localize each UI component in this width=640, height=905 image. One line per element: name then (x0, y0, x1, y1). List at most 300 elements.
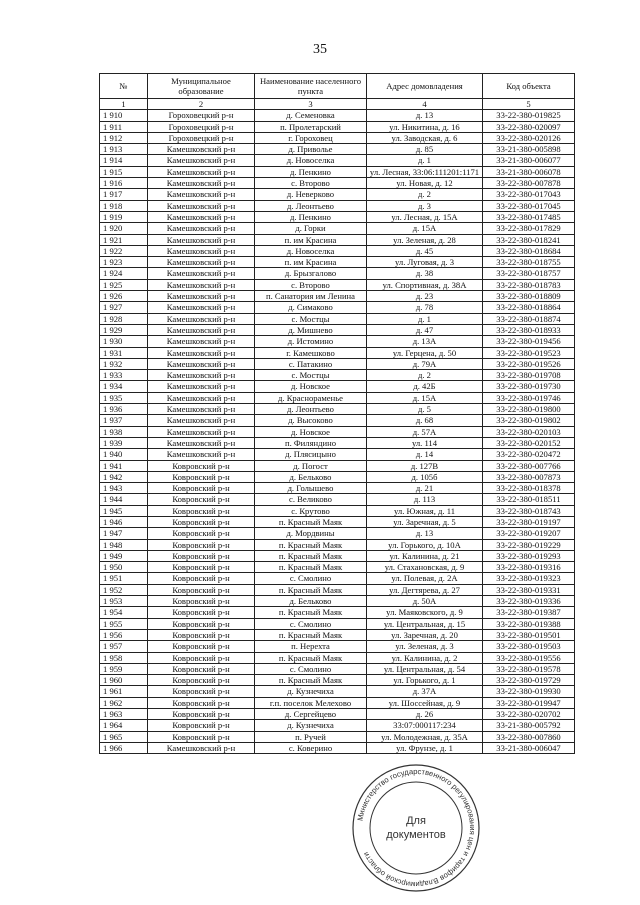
cell-municipality: Ковровский р-н (148, 528, 255, 539)
cell-settlement: д. Бельково (255, 596, 367, 607)
table-row (100, 618, 575, 629)
cell-settlement: д. Сергейцево (255, 709, 367, 720)
cell-address: ул. Лесная, д. 15А (367, 211, 483, 222)
cell-settlement: д. Леонтьево (255, 200, 367, 211)
cell-number: 1 942 (100, 471, 148, 482)
table-row (100, 347, 575, 358)
cell-number: 1 960 (100, 675, 148, 686)
cell-address: ул. 114 (367, 437, 483, 448)
cell-settlement: д. Брызгалово (255, 268, 367, 279)
cell-municipality: Камешковский р-н (148, 200, 255, 211)
cell-object-code: 33-22-380-019523 (483, 347, 575, 358)
cell-object-code: 33-21-380-005792 (483, 720, 575, 731)
table-row (100, 178, 575, 189)
cell-number: 1 931 (100, 347, 148, 358)
cell-number: 1 924 (100, 268, 148, 279)
cell-municipality: Ковровский р-н (148, 652, 255, 663)
table-row (100, 686, 575, 697)
cell-object-code: 33-22-380-018783 (483, 279, 575, 290)
cell-number: 1 920 (100, 223, 148, 234)
cell-municipality: Камешковский р-н (148, 415, 255, 426)
cell-settlement: п. Красный Маяк (255, 607, 367, 618)
cell-number: 1 961 (100, 686, 148, 697)
cell-settlement: с. Коверино (255, 742, 367, 753)
cell-municipality: Камешковский р-н (148, 302, 255, 313)
cell-number: 1 955 (100, 618, 148, 629)
cell-number: 1 946 (100, 516, 148, 527)
cell-municipality: Ковровский р-н (148, 483, 255, 494)
cell-municipality: Камешковский р-н (148, 166, 255, 177)
cell-address: ул. Маяковского, д. 9 (367, 607, 483, 618)
cell-address: д. 13 (367, 110, 483, 121)
cell-settlement: с. Мостцы (255, 313, 367, 324)
cell-object-code: 33-22-380-018874 (483, 313, 575, 324)
cell-object-code: 33-22-380-019207 (483, 528, 575, 539)
cell-object-code: 33-22-380-019526 (483, 358, 575, 369)
stamp-center-line-2: документов (386, 829, 446, 841)
table-row (100, 562, 575, 573)
cell-settlement: п. Санатория им Ленина (255, 291, 367, 302)
table-body (100, 110, 575, 754)
cell-settlement: д. Новоселка (255, 155, 367, 166)
table-row (100, 279, 575, 290)
table-row (100, 358, 575, 369)
header-row (100, 74, 575, 99)
cell-object-code: 33-22-380-020103 (483, 426, 575, 437)
cell-municipality: Ковровский р-н (148, 550, 255, 561)
cell-object-code: 33-22-380-007878 (483, 178, 575, 189)
cell-municipality: Ковровский р-н (148, 584, 255, 595)
cell-object-code: 33-22-380-018757 (483, 268, 575, 279)
cell-municipality: Ковровский р-н (148, 494, 255, 505)
cell-municipality: Ковровский р-н (148, 505, 255, 516)
cell-object-code: 33-22-380-019316 (483, 562, 575, 573)
table-row (100, 471, 575, 482)
table-row (100, 189, 575, 200)
header-address: Адрес домовладения (367, 74, 483, 99)
cell-settlement: с. Второво (255, 279, 367, 290)
cell-settlement: д. Пенкино (255, 166, 367, 177)
cell-number: 1 964 (100, 720, 148, 731)
cell-settlement: д. Леонтьево (255, 404, 367, 415)
table-row (100, 505, 575, 516)
cell-settlement: п. Красный Маяк (255, 675, 367, 686)
cell-number: 1 914 (100, 155, 148, 166)
cell-number: 1 913 (100, 144, 148, 155)
cell-object-code: 33-22-380-018933 (483, 324, 575, 335)
cell-number: 1 910 (100, 110, 148, 121)
cell-settlement: д. Кузнечиха (255, 720, 367, 731)
header-object-code: Код объекта (483, 74, 575, 99)
cell-object-code: 33-22-380-019578 (483, 663, 575, 674)
cell-settlement: п. Красный Маяк (255, 539, 367, 550)
cell-municipality: Камешковский р-н (148, 404, 255, 415)
cell-address: ул. Фрунзе, д. 1 (367, 742, 483, 753)
table-row (100, 437, 575, 448)
cell-settlement: д. Новское (255, 381, 367, 392)
cell-municipality: Гороховецкий р-н (148, 110, 255, 121)
cell-object-code: 33-22-380-019556 (483, 652, 575, 663)
cell-number: 1 936 (100, 404, 148, 415)
cell-address: д. 1 (367, 155, 483, 166)
table-row (100, 245, 575, 256)
cell-number: 1 944 (100, 494, 148, 505)
cell-municipality: Гороховецкий р-н (148, 121, 255, 132)
cell-settlement: д. Высоково (255, 415, 367, 426)
cell-object-code: 33-22-380-007873 (483, 471, 575, 482)
cell-settlement: п. Ручей (255, 731, 367, 742)
cell-municipality: Камешковский р-н (148, 257, 255, 268)
cell-object-code: 33-22-380-019930 (483, 686, 575, 697)
cell-object-code: 33-22-380-019730 (483, 381, 575, 392)
cell-object-code: 33-22-380-019197 (483, 516, 575, 527)
table-row (100, 121, 575, 132)
cell-address: ул. Лесная, 33:06:111201:1171 (367, 166, 483, 177)
cell-municipality: Ковровский р-н (148, 607, 255, 618)
cell-number: 1 951 (100, 573, 148, 584)
cell-address: д. 45 (367, 245, 483, 256)
cell-object-code: 33-22-380-018511 (483, 494, 575, 505)
cell-object-code: 33-22-380-019503 (483, 641, 575, 652)
cell-object-code: 33-22-380-018378 (483, 483, 575, 494)
cell-address: д. 37А (367, 686, 483, 697)
cell-municipality: Ковровский р-н (148, 596, 255, 607)
cell-number: 1 962 (100, 697, 148, 708)
cell-settlement: д. Истомино (255, 336, 367, 347)
cell-municipality: Камешковский р-н (148, 370, 255, 381)
cell-number: 1 945 (100, 505, 148, 516)
cell-address: ул. Центральная, д. 15 (367, 618, 483, 629)
cell-address: д. 105б (367, 471, 483, 482)
cell-object-code: 33-22-380-018864 (483, 302, 575, 313)
cell-number: 1 939 (100, 437, 148, 448)
table-row (100, 268, 575, 279)
header-municipality: Муниципальное образование (148, 74, 255, 99)
cell-address: ул. Дегтярева, д. 27 (367, 584, 483, 595)
cell-object-code: 33-22-380-020472 (483, 449, 575, 460)
cell-object-code: 33-22-380-019456 (483, 336, 575, 347)
header-number: № (100, 74, 148, 99)
column-number: 2 (148, 99, 255, 110)
table-row (100, 291, 575, 302)
cell-municipality: Камешковский р-н (148, 234, 255, 245)
cell-object-code: 33-21-380-005898 (483, 144, 575, 155)
cell-municipality: Камешковский р-н (148, 324, 255, 335)
table-row (100, 516, 575, 527)
cell-municipality: Камешковский р-н (148, 437, 255, 448)
cell-municipality: Камешковский р-н (148, 347, 255, 358)
table-row (100, 596, 575, 607)
cell-settlement: п. Красный Маяк (255, 629, 367, 640)
cell-number: 1 957 (100, 641, 148, 652)
cell-municipality: Ковровский р-н (148, 618, 255, 629)
table-row (100, 584, 575, 595)
cell-object-code: 33-22-380-018684 (483, 245, 575, 256)
cell-address: ул. Центральная, д. 54 (367, 663, 483, 674)
table-row (100, 313, 575, 324)
table-row (100, 550, 575, 561)
table-row (100, 234, 575, 245)
cell-municipality: Ковровский р-н (148, 471, 255, 482)
table-row (100, 641, 575, 652)
cell-object-code: 33-22-380-007766 (483, 460, 575, 471)
cell-settlement: д. Бельково (255, 471, 367, 482)
cell-address: д. 2 (367, 370, 483, 381)
cell-municipality: Камешковский р-н (148, 245, 255, 256)
cell-address: ул. Шоссейная, д. 9 (367, 697, 483, 708)
cell-address: ул. Никитина, д. 16 (367, 121, 483, 132)
cell-settlement: г. Гороховец (255, 132, 367, 143)
header-settlement: Наименование населенного пункта (255, 74, 367, 99)
cell-address: д. 14 (367, 449, 483, 460)
column-number-row (100, 99, 575, 110)
table-row (100, 392, 575, 403)
cell-number: 1 943 (100, 483, 148, 494)
cell-object-code: 33-22-380-017045 (483, 200, 575, 211)
column-number: 1 (100, 99, 148, 110)
cell-address: д. 113 (367, 494, 483, 505)
table-row (100, 607, 575, 618)
cell-address: д. 57А (367, 426, 483, 437)
cell-municipality: Ковровский р-н (148, 675, 255, 686)
cell-settlement: д. Плясицыно (255, 449, 367, 460)
cell-number: 1 933 (100, 370, 148, 381)
cell-municipality: Камешковский р-н (148, 268, 255, 279)
cell-municipality: Камешковский р-н (148, 144, 255, 155)
cell-settlement: с. Смолино (255, 663, 367, 674)
cell-number: 1 948 (100, 539, 148, 550)
cell-municipality: Камешковский р-н (148, 291, 255, 302)
table-row (100, 426, 575, 437)
cell-object-code: 33-22-380-020126 (483, 132, 575, 143)
table-row (100, 415, 575, 426)
cell-settlement: п. Красный Маяк (255, 562, 367, 573)
cell-municipality: Камешковский р-н (148, 189, 255, 200)
cell-number: 1 949 (100, 550, 148, 561)
cell-settlement: д. Пенкино (255, 211, 367, 222)
cell-number: 1 963 (100, 709, 148, 720)
cell-object-code: 33-22-380-019501 (483, 629, 575, 640)
cell-object-code: 33-22-380-019800 (483, 404, 575, 415)
cell-settlement: с. Крутово (255, 505, 367, 516)
cell-municipality: Ковровский р-н (148, 731, 255, 742)
cell-address: ул. Калинина, д. 21 (367, 550, 483, 561)
cell-address: ул. Стахановская, д. 9 (367, 562, 483, 573)
cell-address: д. 42Б (367, 381, 483, 392)
cell-number: 1 926 (100, 291, 148, 302)
cell-settlement: д. Симаково (255, 302, 367, 313)
table-row (100, 211, 575, 222)
cell-number: 1 927 (100, 302, 148, 313)
cell-address: д. 23 (367, 291, 483, 302)
cell-municipality: Камешковский р-н (148, 313, 255, 324)
cell-address: ул. Южная, д. 11 (367, 505, 483, 516)
cell-settlement: д. Новоселка (255, 245, 367, 256)
cell-municipality: Камешковский р-н (148, 449, 255, 460)
cell-number: 1 950 (100, 562, 148, 573)
cell-municipality: Камешковский р-н (148, 223, 255, 234)
cell-address: ул. Зеленая, д. 3 (367, 641, 483, 652)
cell-object-code: 33-22-380-020702 (483, 709, 575, 720)
cell-number: 1 921 (100, 234, 148, 245)
cell-number: 1 911 (100, 121, 148, 132)
cell-address: д. 15А (367, 223, 483, 234)
cell-number: 1 932 (100, 358, 148, 369)
cell-address: д. 3 (367, 200, 483, 211)
cell-number: 1 917 (100, 189, 148, 200)
table-row (100, 652, 575, 663)
cell-settlement: с. Смолино (255, 618, 367, 629)
cell-address: 33:07:000117:234 (367, 720, 483, 731)
cell-address: ул. Зеленая, д. 28 (367, 234, 483, 245)
table-row (100, 528, 575, 539)
cell-address: д. 127В (367, 460, 483, 471)
official-stamp (350, 762, 482, 894)
cell-address: ул. Горького, д. 1 (367, 675, 483, 686)
cell-municipality: Камешковский р-н (148, 155, 255, 166)
register-table (99, 73, 575, 754)
cell-municipality: Ковровский р-н (148, 697, 255, 708)
cell-address: д. 38 (367, 268, 483, 279)
cell-number: 1 959 (100, 663, 148, 674)
cell-object-code: 33-22-380-019802 (483, 415, 575, 426)
cell-address: ул. Заречная, д. 20 (367, 629, 483, 640)
cell-address: д. 21 (367, 483, 483, 494)
page-number: 35 (313, 42, 327, 57)
table-row (100, 370, 575, 381)
cell-object-code: 33-22-380-019746 (483, 392, 575, 403)
cell-municipality: Камешковский р-н (148, 336, 255, 347)
cell-settlement: д. Новское (255, 426, 367, 437)
cell-municipality: Гороховецкий р-н (148, 132, 255, 143)
cell-settlement: д. Мордвины (255, 528, 367, 539)
cell-object-code: 33-22-380-019293 (483, 550, 575, 561)
cell-address: д. 2 (367, 189, 483, 200)
column-number: 5 (483, 99, 575, 110)
table-row (100, 539, 575, 550)
table-row (100, 404, 575, 415)
cell-address: д. 78 (367, 302, 483, 313)
table-row (100, 155, 575, 166)
cell-settlement: п. Филяндино (255, 437, 367, 448)
cell-settlement: д. Неверково (255, 189, 367, 200)
cell-address: д. 1 (367, 313, 483, 324)
cell-address: ул. Луговая, д. 3 (367, 257, 483, 268)
cell-address: ул. Калинина, д. 2 (367, 652, 483, 663)
cell-object-code: 33-22-380-019708 (483, 370, 575, 381)
cell-object-code: 33-22-380-018755 (483, 257, 575, 268)
table-row (100, 697, 575, 708)
cell-number: 1 953 (100, 596, 148, 607)
cell-address: д. 5 (367, 404, 483, 415)
table-row (100, 336, 575, 347)
cell-number: 1 915 (100, 166, 148, 177)
cell-settlement: д. Погост (255, 460, 367, 471)
cell-object-code: 33-22-380-020097 (483, 121, 575, 132)
cell-number: 1 954 (100, 607, 148, 618)
table-row (100, 257, 575, 268)
cell-municipality: Камешковский р-н (148, 392, 255, 403)
cell-number: 1 912 (100, 132, 148, 143)
cell-address: ул. Новая, д. 12 (367, 178, 483, 189)
table-row (100, 663, 575, 674)
cell-object-code: 33-22-380-019336 (483, 596, 575, 607)
cell-address: д. 85 (367, 144, 483, 155)
cell-object-code: 33-21-380-006047 (483, 742, 575, 753)
cell-settlement: д. Горки (255, 223, 367, 234)
cell-municipality: Ковровский р-н (148, 720, 255, 731)
cell-settlement: п. Красный Маяк (255, 516, 367, 527)
cell-municipality: Ковровский р-н (148, 709, 255, 720)
cell-number: 1 941 (100, 460, 148, 471)
cell-address: д. 13 (367, 528, 483, 539)
cell-object-code: 33-22-380-019729 (483, 675, 575, 686)
cell-settlement: с. Мостцы (255, 370, 367, 381)
cell-municipality: Камешковский р-н (148, 279, 255, 290)
cell-object-code: 33-22-380-019947 (483, 697, 575, 708)
stamp-center-line-1: Для (406, 815, 426, 827)
cell-address: д. 68 (367, 415, 483, 426)
table-row (100, 483, 575, 494)
cell-municipality: Ковровский р-н (148, 539, 255, 550)
cell-number: 1 930 (100, 336, 148, 347)
cell-object-code: 33-22-380-019825 (483, 110, 575, 121)
table-row (100, 494, 575, 505)
cell-number: 1 966 (100, 742, 148, 753)
cell-municipality: Ковровский р-н (148, 663, 255, 674)
cell-object-code: 33-22-380-018743 (483, 505, 575, 516)
cell-settlement: с. Патакино (255, 358, 367, 369)
cell-settlement: д. Приволье (255, 144, 367, 155)
table-row (100, 629, 575, 640)
cell-municipality: Ковровский р-н (148, 460, 255, 471)
cell-number: 1 956 (100, 629, 148, 640)
cell-settlement: д. Голышево (255, 483, 367, 494)
cell-municipality: Ковровский р-н (148, 686, 255, 697)
cell-settlement: с. Второво (255, 178, 367, 189)
table-row (100, 742, 575, 753)
cell-object-code: 33-22-380-019387 (483, 607, 575, 618)
table-row (100, 381, 575, 392)
cell-address: д. 15А (367, 392, 483, 403)
cell-address: ул. Герцена, д. 50 (367, 347, 483, 358)
cell-number: 1 922 (100, 245, 148, 256)
table-row (100, 324, 575, 335)
cell-number: 1 918 (100, 200, 148, 211)
cell-address: ул. Заречная, д. 5 (367, 516, 483, 527)
cell-municipality: Ковровский р-н (148, 573, 255, 584)
table-row (100, 573, 575, 584)
table-row (100, 720, 575, 731)
cell-municipality: Ковровский р-н (148, 629, 255, 640)
cell-municipality: Ковровский р-н (148, 516, 255, 527)
cell-object-code: 33-22-380-018241 (483, 234, 575, 245)
cell-settlement: д. Мишнево (255, 324, 367, 335)
table-row (100, 449, 575, 460)
cell-settlement: с. Великово (255, 494, 367, 505)
cell-municipality: Камешковский р-н (148, 742, 255, 753)
cell-object-code: 33-22-380-017485 (483, 211, 575, 222)
table-row (100, 675, 575, 686)
cell-number: 1 923 (100, 257, 148, 268)
cell-number: 1 919 (100, 211, 148, 222)
cell-municipality: Ковровский р-н (148, 562, 255, 573)
cell-address: ул. Спортивная, д. 38А (367, 279, 483, 290)
cell-number: 1 938 (100, 426, 148, 437)
column-number: 4 (367, 99, 483, 110)
cell-number: 1 916 (100, 178, 148, 189)
table-row (100, 166, 575, 177)
